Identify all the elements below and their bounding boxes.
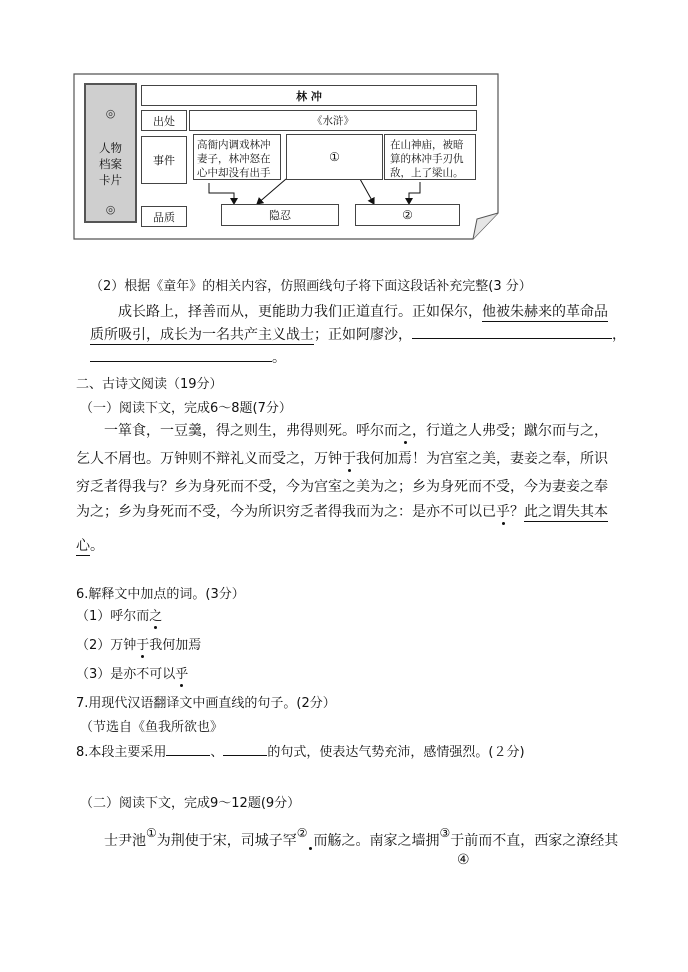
quality-box-2-blank: ②: [355, 204, 460, 226]
label-event: 事件: [141, 136, 187, 184]
q6-item-2: （2）万钟于我何加焉: [76, 638, 202, 653]
q2-answer-blank-1[interactable]: [412, 324, 612, 339]
label-source: 出处: [141, 110, 187, 131]
event-box-2-blank: ①: [286, 134, 383, 180]
dotted-word-yu: 于: [342, 451, 356, 467]
passage-line-5: 心。: [76, 538, 104, 554]
event-box-3: 在山神庙，被暗 算的林冲手刃仇 敌，上了梁山。: [384, 134, 476, 180]
q2-underlined-sentence-part2: 质所吸引，成长为一名共产主义战士: [90, 327, 314, 343]
section-2-heading: 二、古诗文阅读（19分）: [76, 377, 223, 392]
card-side-panel: [84, 83, 137, 223]
q2-line-1: 成长路上，择善而从，更能助力我们正道直行。正如保尔，他被朱赫来的革命品: [118, 304, 608, 320]
passage-line-3: 穷乏者得我与？乡为身死而不受，今为宫室之美为之；乡为身死而不受，今为妻妾之奉: [76, 479, 608, 495]
dotted-word-zhi: 之: [398, 423, 412, 439]
q2-line-2: 质所吸引，成长为一名共产主义战士；正如阿廖沙， ，: [90, 324, 626, 344]
footnote-marker-2: ②: [296, 826, 308, 840]
passage-line-1: 一箪食，一豆羹，得之则生，弗得则死。呼尔而之，行道之人弗受；蹴尔而与之，: [104, 423, 608, 439]
label-quality: 品质: [141, 206, 187, 227]
dotted-word-hu: 乎: [496, 504, 510, 520]
passage-line-2: 乞人不屑也。万钟则不辩礼义而受之，万钟于我何加焉！为宫室之美，妻妾之奉，所识: [76, 451, 608, 467]
q2-line-3: 。: [90, 347, 286, 367]
q6-prompt: 6.解释文中加点的词。(3分）: [76, 587, 245, 602]
q2-underlined-sentence-part1: 他被朱赫来的革命品: [482, 304, 608, 320]
circle-icon-bottom: ◎: [105, 203, 116, 216]
quality-box-1: 隐忍: [221, 204, 339, 226]
circle-icon-top: ◎: [105, 107, 116, 120]
q8-blank-1[interactable]: [166, 742, 210, 756]
passage2-line-1: 士尹池①为荆使于宋，司城子罕② 而觞之。南家之墙拥③于前而不直，西家之潦经其: [104, 826, 619, 849]
q2-answer-blank-2[interactable]: [90, 347, 272, 362]
footnote-marker-4: ④: [457, 852, 470, 868]
passage-source: （节选自《鱼我所欲也》: [80, 720, 224, 735]
event-box-1: 高衙内调戏林冲 妻子，林冲怒在 心中却没有出手: [193, 134, 281, 180]
passage-line-4: 为之；乡为身死而不受，今为所识穷乏者得我而为之：是亦不可以已乎？此之谓失其本: [76, 504, 608, 520]
footnote-marker-3: ③: [439, 826, 451, 840]
q2-prompt: （2）根据《童年》的相关内容，仿照画线句子将下面这段话补充完整(3 分）: [90, 279, 532, 294]
underlined-sentence-part2: 心: [76, 538, 90, 554]
q7-prompt: 7.用现代汉语翻译文中画直线的句子。(2分）: [76, 696, 336, 711]
footnote-marker-1: ①: [146, 826, 157, 840]
card-side-label: 人物 档案 卡片: [99, 141, 122, 187]
part-2-heading: （二）阅读下文，完成9～12题(9分）: [80, 796, 301, 811]
q6-item-1: （1）呼尔而之: [76, 609, 163, 624]
q6-item-3: （3）是亦不可以乎: [76, 667, 189, 682]
source-value: 《水浒》: [189, 110, 477, 131]
underlined-sentence-part1: 此之谓失其本: [524, 504, 608, 520]
part-1-heading: （一）阅读下文，完成6～8题(7分）: [80, 401, 292, 416]
character-card-diagram: [73, 73, 500, 240]
card-title: 林 冲: [141, 85, 477, 106]
q8-blank-2[interactable]: [223, 742, 267, 756]
q8-prompt: 8.本段主要采用 、 的句式，使表达气势充沛，感情强烈。(２分): [76, 741, 525, 760]
